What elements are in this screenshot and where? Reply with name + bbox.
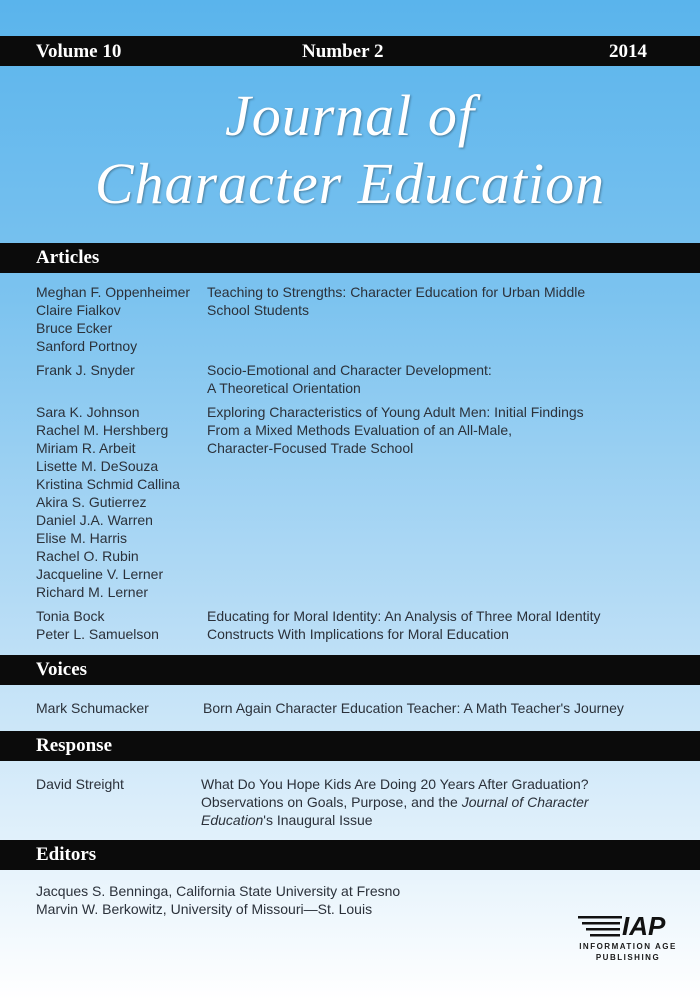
voices-title: Born Again Character Education Teacher: A Math Teacher's Journey xyxy=(203,700,624,716)
section-band-editors xyxy=(0,840,700,870)
article-author: Meghan F. Oppenheimer xyxy=(36,284,191,300)
article-title: Constructs With Implications for Moral Education xyxy=(207,626,509,642)
section-label-response: Response xyxy=(36,735,113,756)
year-label: 2014 xyxy=(609,41,647,62)
section-band-articles xyxy=(0,243,700,273)
article-author: Rachel O. Rubin xyxy=(36,548,139,564)
response-title-text: 's Inaugural Issue xyxy=(263,812,373,828)
article-author: Peter L. Samuelson xyxy=(36,626,159,642)
article-author: Miriam R. Arbeit xyxy=(36,440,136,456)
section-label-editors: Editors xyxy=(36,844,97,865)
response-title-line2 xyxy=(201,793,671,811)
article-author: Claire Fialkov xyxy=(36,302,121,318)
article-title: Exploring Characteristics of Young Adult Men: Initial Findings xyxy=(207,404,584,420)
iap-logo-icon xyxy=(578,913,678,939)
section-band-response xyxy=(0,731,700,761)
article-author: Bruce Ecker xyxy=(36,320,113,336)
article-title: Character-Focused Trade School xyxy=(207,440,414,456)
response-title-line3 xyxy=(201,811,671,829)
article-title: School Students xyxy=(207,302,309,318)
response-author: David Streight xyxy=(36,776,124,792)
volume-label: Volume 10 xyxy=(36,41,122,62)
publisher-line2: PUBLISHING xyxy=(595,953,661,962)
article-author: Kristina Schmid Callina xyxy=(36,476,180,492)
voices-author: Mark Schumacker xyxy=(36,700,149,716)
response-title-line1: What Do You Hope Kids Are Doing 20 Years After Graduation? xyxy=(201,776,589,792)
article-author: Sanford Portnoy xyxy=(36,338,138,354)
article-title: Teaching to Strengths: Character Education for Urban Middle xyxy=(207,284,586,300)
article-title: From a Mixed Methods Evaluation of an All-Male, xyxy=(207,422,513,438)
journal-title-line2: Character Education xyxy=(94,151,606,216)
article-author: Elise M. Harris xyxy=(36,530,128,546)
article-author: Daniel J.A. Warren xyxy=(36,512,153,528)
article-title: A Theoretical Orientation xyxy=(207,380,361,396)
article-author: Frank J. Snyder xyxy=(36,362,135,378)
journal-title-line1: Journal of xyxy=(224,83,476,148)
issue-band xyxy=(0,36,700,66)
response-title-text: Observations on Goals, Purpose, and the xyxy=(201,794,462,810)
response-title-italic: Education xyxy=(201,812,264,828)
response-title-italic: Journal of Character xyxy=(461,794,589,810)
section-band-voices xyxy=(0,655,700,685)
article-author: Rachel M. Hershberg xyxy=(36,422,169,438)
publisher-mark: IAP xyxy=(622,911,666,941)
number-label: Number 2 xyxy=(302,41,384,62)
section-label-voices: Voices xyxy=(36,659,88,680)
editor-line: Jacques S. Benninga, California State University at Fresno xyxy=(36,883,401,899)
article-author: Richard M. Lerner xyxy=(36,584,149,600)
publisher-line1: INFORMATION AGE xyxy=(579,942,677,951)
article-title: Educating for Moral Identity: An Analysis of Three Moral Identity xyxy=(207,608,601,624)
article-author: Akira S. Gutierrez xyxy=(36,494,147,510)
article-author: Jacqueline V. Lerner xyxy=(36,566,164,582)
article-author: Tonia Bock xyxy=(36,608,105,624)
article-title: Socio-Emotional and Character Development: xyxy=(207,362,492,378)
publisher-logo xyxy=(578,913,678,963)
article-author: Sara K. Johnson xyxy=(36,404,140,420)
section-label-articles: Articles xyxy=(36,247,100,268)
editor-line: Marvin W. Berkowitz, University of Missouri—St. Louis xyxy=(36,901,373,917)
article-author: Lisette M. DeSouza xyxy=(36,458,159,474)
